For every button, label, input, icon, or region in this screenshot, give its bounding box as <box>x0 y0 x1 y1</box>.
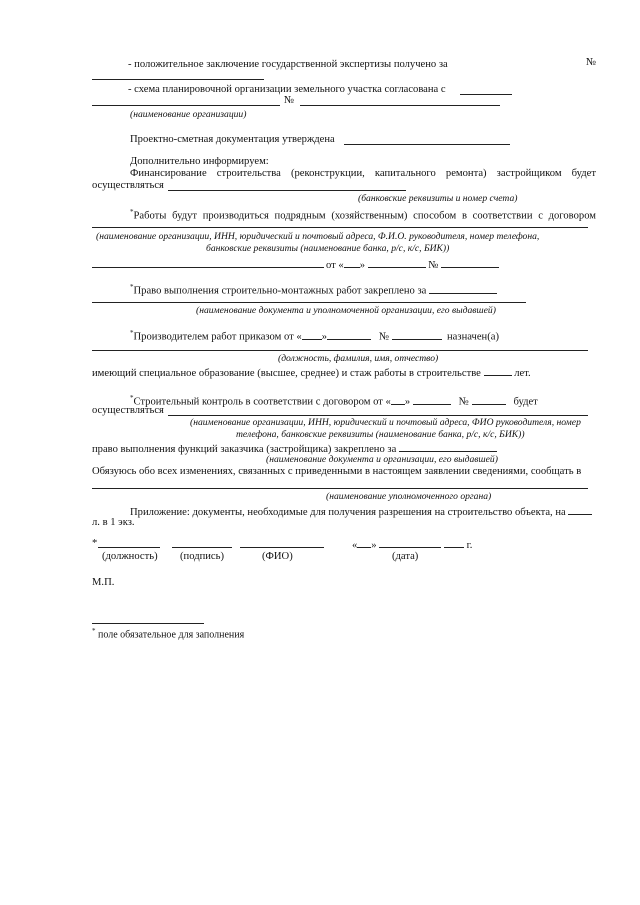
financing-line-1: Финансирование строительства (реконструкции, капитального ремонта) застройщиком будет <box>130 168 596 179</box>
works-caption-2: банковские реквизиты (наименование банка, р/с, к/с, БИК)) <box>206 243 450 254</box>
producer-years-blank[interactable] <box>484 365 512 376</box>
control-quote-close: » <box>404 396 411 408</box>
customer-rights-blank[interactable] <box>399 441 497 452</box>
expertise-text: - положительное заключение государственной экспертизы получено за <box>128 59 448 70</box>
appendix-line-1 <box>130 504 592 519</box>
producer-caption: (должность, фамилия, имя, отчество) <box>278 353 439 364</box>
control-line <box>130 392 538 409</box>
land-scheme-org-blank[interactable] <box>460 94 512 95</box>
works-number-blank[interactable] <box>441 257 499 268</box>
producer-month-blank[interactable] <box>327 329 371 340</box>
position-caption: (должность) <box>102 551 158 562</box>
signature-day-blank[interactable] <box>357 537 371 548</box>
producer-required-star: * <box>130 329 134 337</box>
appendix-pages-blank[interactable] <box>568 504 592 515</box>
land-scheme-text: - схема планировочной организации земельного участка согласована с <box>128 84 446 95</box>
control-day-blank[interactable] <box>391 394 405 405</box>
works-text: Работы будут производиться подрядным (хозяйственным) способом в соответствии с договором <box>133 210 596 222</box>
additional-heading: Дополнительно информируем: <box>130 156 269 167</box>
works-details-blank[interactable] <box>92 267 324 268</box>
works-number-sign: № <box>428 260 439 271</box>
signature-star: * <box>92 538 98 549</box>
signature-blank[interactable] <box>172 547 232 548</box>
land-scheme-number-sign: № <box>284 95 295 106</box>
works-caption-1: (наименование организации, ИНН, юридический и почтовый адреса, Ф.И.О. руководителя, номер телефона, <box>96 231 540 242</box>
land-scheme-org-blank-2[interactable] <box>92 105 280 106</box>
signature-month-blank[interactable] <box>379 537 441 548</box>
producer-text: Производителем работ приказом от « <box>133 331 302 343</box>
control-number-blank[interactable] <box>472 394 506 405</box>
producer-education: имеющий специальное образование (высшее, среднее) и стаж работы в строительстве <box>92 368 481 379</box>
works-required-star: * <box>130 208 134 216</box>
producer-line <box>130 327 499 344</box>
customer-rights-text: право выполнения функций заказчика (застройщика) закреплено за <box>92 444 397 455</box>
sign-caption: (подпись) <box>180 551 224 562</box>
works-day-blank[interactable] <box>344 257 360 268</box>
control-caption-1: (наименование организации, ИНН, юридический и почтовый адреса, ФИО руководителя, номер <box>190 417 581 428</box>
document-number-sign: № <box>586 57 597 68</box>
signature-date-open: « <box>352 540 358 551</box>
control-month-blank[interactable] <box>413 394 451 405</box>
right-to-execute-blank[interactable] <box>429 283 497 294</box>
expertise-blank[interactable] <box>92 79 264 80</box>
right-to-execute-caption: (наименование документа и уполномоченной организации, его выдавшей) <box>196 305 496 316</box>
signature-year-blank[interactable] <box>444 537 464 548</box>
producer-day-blank[interactable] <box>302 329 322 340</box>
right-required-star: * <box>130 283 134 291</box>
control-text: Строительный контроль в соответствии с договором от « <box>133 396 391 408</box>
financing-line-2: осуществляться <box>92 180 164 191</box>
customer-rights-caption: (наименование документа и организации, его выдавшей) <box>266 454 498 465</box>
footnote-text: поле обязательное для заполнения <box>98 629 245 641</box>
producer-education-line <box>92 365 531 380</box>
producer-quote-close: » <box>321 331 327 343</box>
producer-number-blank[interactable] <box>392 329 442 340</box>
financing-blank[interactable] <box>168 190 406 191</box>
control-caption-2: телефона, банковские реквизиты (наименование банка, р/с, к/с, БИК)) <box>236 429 525 440</box>
land-scheme-caption: (наименование организации) <box>130 109 247 120</box>
works-from-label: от « <box>326 260 344 271</box>
producer-name-blank[interactable] <box>92 350 588 351</box>
control-will-be: будет <box>513 396 538 408</box>
control-line-2: осуществляться <box>92 405 164 416</box>
producer-years: лет. <box>514 368 531 379</box>
date-caption: (дата) <box>392 551 419 562</box>
stamp-label: М.П. <box>92 577 115 588</box>
right-to-execute-blank-2[interactable] <box>92 302 526 303</box>
control-number-sign: № <box>458 396 469 408</box>
obligation-text: Обязуюсь обо всех изменениях, связанных с приведенными в настоящем заявлении сведениями, сообщать в <box>92 466 582 477</box>
fio-caption: (ФИО) <box>262 551 293 562</box>
works-quote-close: » <box>359 260 366 271</box>
fio-blank[interactable] <box>240 547 324 548</box>
works-date <box>326 257 499 272</box>
right-to-execute-text: Право выполнения строительно-монтажных работ закреплено за <box>133 285 427 297</box>
design-docs-blank[interactable] <box>344 144 510 145</box>
works-org-blank[interactable] <box>92 227 588 228</box>
appendix-line-2: л. в 1 экз. <box>92 517 135 528</box>
works-month-blank[interactable] <box>368 257 426 268</box>
obligation-blank[interactable] <box>92 488 588 489</box>
signature-year-label: г. <box>466 540 473 551</box>
producer-number-sign: № <box>378 331 390 343</box>
signature-date-close: » <box>371 540 377 551</box>
design-docs-text: Проектно-сметная документация утверждена <box>130 134 335 145</box>
position-blank[interactable] <box>98 547 160 548</box>
control-required-star: * <box>130 394 134 402</box>
financing-caption: (банковские реквизиты и номер счета) <box>358 193 518 204</box>
footnote <box>92 625 244 641</box>
footnote-star: * <box>92 627 96 635</box>
right-to-execute-line <box>130 281 497 298</box>
works-line-1 <box>130 206 596 223</box>
obligation-caption: (наименование уполномоченного органа) <box>326 491 492 502</box>
appendix-text: Приложение: документы, необходимые для получения разрешения на строительство объекта, на <box>130 507 566 518</box>
producer-appointed: назначен(а) <box>447 331 499 343</box>
footnote-divider <box>92 623 204 624</box>
land-scheme-number-blank[interactable] <box>300 105 500 106</box>
